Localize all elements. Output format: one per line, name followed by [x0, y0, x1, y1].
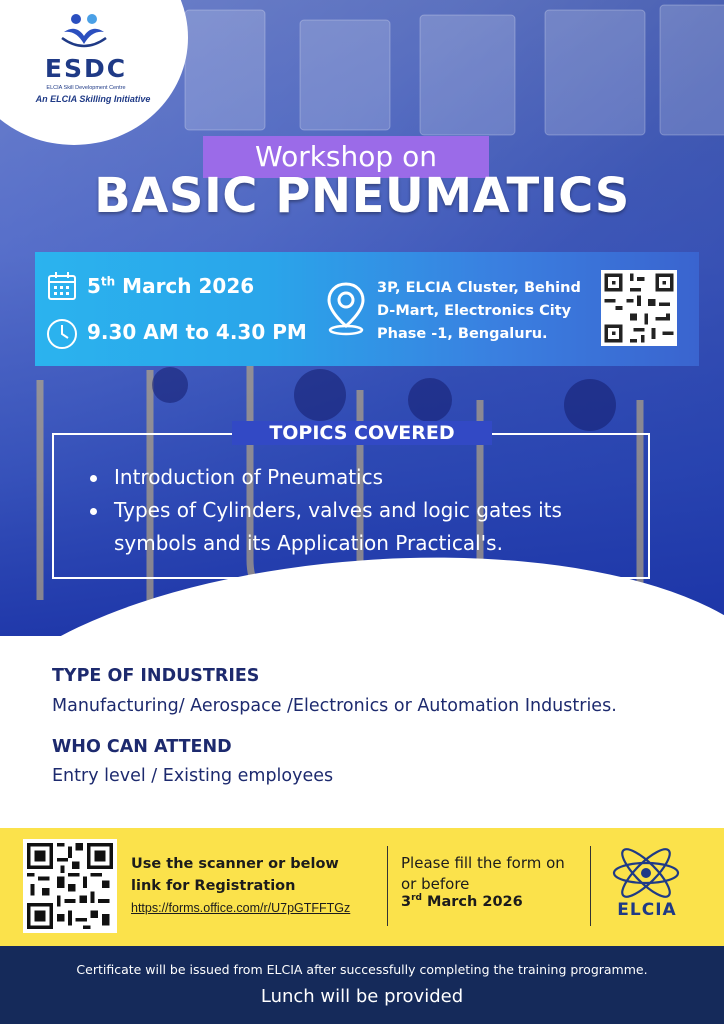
esdc-logo-subtitle: ELCIA Skill Development Centre [46, 85, 126, 91]
footer-certificate-note: Certificate will be issued from ELCIA after successfully completing the training programme. [76, 962, 648, 977]
topics-heading: TOPICS COVERED [232, 421, 492, 445]
list-item: Types of Cylinders, valves and logic gates its symbols and its Application Practical's. [90, 494, 650, 560]
footer [0, 946, 724, 1024]
topics-list [90, 461, 650, 560]
event-address: 3P, ELCIA Cluster, Behind D-Mart, Electronics City Phase -1, Bengaluru. [377, 280, 581, 342]
deadline-date: 3rd March 2026 [401, 893, 523, 910]
atom-logo-icon [610, 848, 682, 898]
qr-code-icon [601, 270, 677, 346]
industries-heading: TYPE OF INDUSTRIES [52, 666, 260, 686]
location-pin-icon [322, 280, 370, 336]
deadline-text: Please fill the form on or before [401, 854, 565, 893]
registration-instruction: Use the scanner or below link for Registration [131, 856, 339, 894]
divider [590, 846, 591, 926]
clock-icon [45, 317, 79, 351]
esdc-logo-text: ESDC [44, 54, 128, 83]
location-qr-code[interactable] [601, 270, 677, 346]
people-logo-icon [58, 10, 110, 50]
industries-text: Manufacturing/ Aerospace /Electronics or Automation Industries. [52, 696, 617, 716]
registration-link[interactable]: https://forms.office.com/r/U7pGTFFTGz [131, 901, 351, 915]
divider [387, 846, 388, 926]
title-main-heading: BASIC PNEUMATICS [94, 168, 630, 224]
elcia-logo-text: ELCIA [617, 900, 677, 920]
list-item: Introduction of Pneumatics [90, 461, 650, 494]
footer-lunch-note: Lunch will be provided [260, 986, 464, 1007]
attend-heading: WHO CAN ATTEND [52, 737, 232, 757]
registration-qr-code[interactable] [23, 839, 117, 933]
title-workshop-label: Workshop on [203, 136, 489, 178]
attend-text: Entry level / Existing employees [52, 766, 334, 786]
event-date: 5th March 2026 [87, 274, 255, 298]
qr-code-icon [23, 839, 117, 933]
event-time: 9.30 AM to 4.30 PM [87, 320, 307, 344]
calendar-icon [46, 270, 78, 302]
esdc-logo-tagline: An ELCIA Skilling Initiative [35, 94, 151, 104]
